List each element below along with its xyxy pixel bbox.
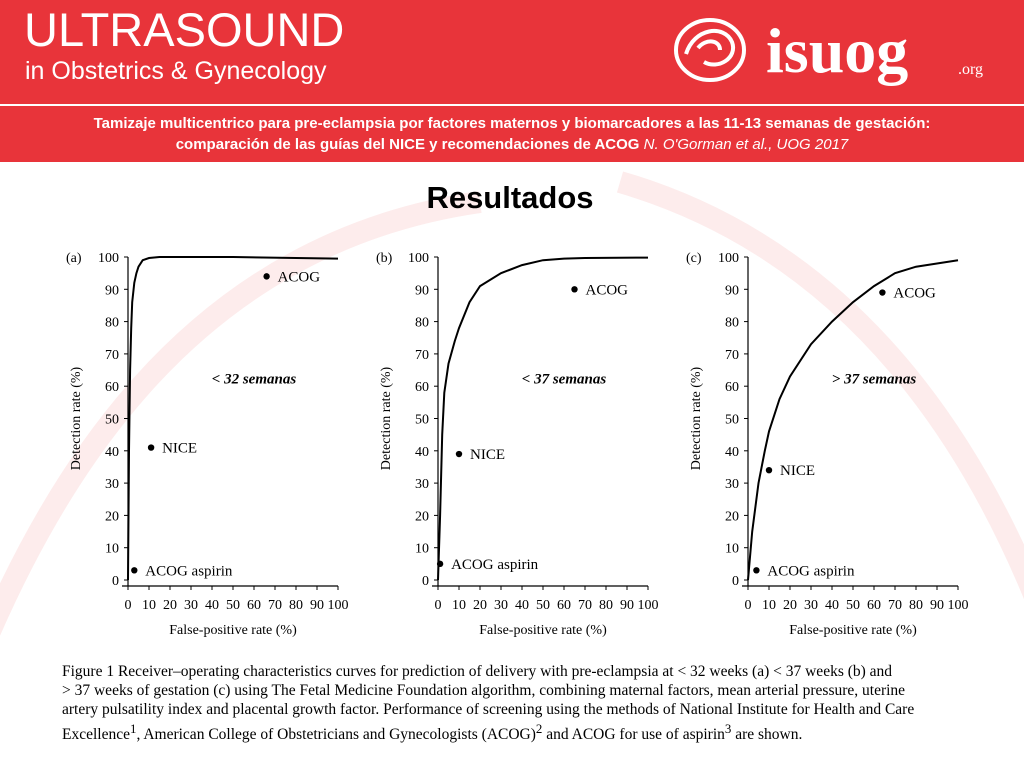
y-tick-label: 80	[105, 315, 119, 331]
panel-label: (b)	[376, 251, 393, 266]
y-tick-label: 10	[415, 541, 429, 557]
x-tick-label: 40	[205, 598, 219, 613]
x-tick-label: 30	[804, 598, 818, 613]
x-tick-label: 100	[327, 598, 349, 613]
journal-header	[0, 0, 1024, 104]
panel-label: (a)	[66, 251, 82, 266]
y-tick-label: 20	[725, 509, 739, 525]
y-tick-label: 50	[725, 412, 739, 428]
x-tick-label: 20	[783, 598, 797, 613]
y-tick-label: 90	[725, 283, 739, 299]
y-tick-label: 90	[105, 283, 119, 299]
y-tick-label: 60	[725, 380, 739, 396]
x-tick-label: 60	[867, 598, 881, 613]
caption-sup-2: 2	[535, 721, 543, 736]
x-tick-label: 50	[536, 598, 550, 613]
y-tick-label: 40	[725, 444, 739, 460]
data-point-acog	[571, 286, 577, 292]
x-tick-label: 50	[226, 598, 240, 613]
x-tick-label: 30	[494, 598, 508, 613]
y-tick-label: 50	[105, 412, 119, 428]
x-tick-label: 40	[825, 598, 839, 613]
data-point-acog	[263, 273, 269, 279]
y-tick-label: 60	[105, 380, 119, 396]
x-tick-label: 60	[247, 598, 261, 613]
caption-line-4c: and ACOG for use of aspirin	[542, 726, 725, 744]
banner-line-1: Tamizaje multicentrico para pre-eclampsia por factores maternos y biomarcadores a las 11-13 semanas de gestación:	[93, 115, 931, 132]
journal-title: ULTRASOUND	[24, 3, 345, 56]
gestation-annotation: > 37 semanas	[831, 371, 917, 388]
y-axis-label: Detection rate (%)	[379, 366, 394, 471]
journal-subtitle: in Obstetrics & Gynecology	[25, 57, 327, 85]
y-tick-label: 30	[415, 477, 429, 493]
x-tick-label: 70	[268, 598, 282, 613]
roc-charts	[40, 235, 990, 655]
y-tick-label: 50	[415, 412, 429, 428]
y-axis-label: Detection rate (%)	[689, 366, 704, 471]
y-tick-label: 0	[112, 574, 119, 589]
banner-line-2-text: comparación de las guías del NICE y recomendaciones de ACOG	[175, 136, 640, 153]
caption-line-4d: are shown.	[731, 726, 803, 744]
data-point-label: NICE	[470, 447, 505, 464]
caption-line-3: artery pulsatility index and placental growth factor. Performance of screening using the methods of National Institute for Health and Care	[62, 701, 915, 718]
data-point-label: NICE	[162, 440, 198, 457]
y-tick-label: 40	[105, 444, 119, 460]
x-tick-label: 40	[515, 598, 529, 613]
caption-line-4	[62, 719, 982, 744]
banner-line-2	[0, 134, 1024, 155]
y-tick-label: 90	[415, 283, 429, 299]
caption-line-4b: , American College of Obstetricians and Gynecologists (ACOG)	[136, 726, 536, 744]
y-tick-label: 100	[718, 251, 739, 266]
study-title-banner	[0, 104, 1024, 162]
y-tick-label: 10	[725, 541, 739, 557]
x-tick-label: 100	[637, 598, 659, 613]
y-tick-label: 70	[725, 347, 739, 363]
logo-suffix: .org	[958, 61, 984, 78]
x-axis-label: False-positive rate (%)	[479, 623, 607, 638]
y-tick-label: 60	[415, 380, 429, 396]
caption-line-2: > 37 weeks of gestation (c) using The Fetal Medicine Foundation algorithm, combining maternal factors, mean arterial pressure, uterine	[62, 682, 906, 699]
data-point-label: ACOG aspirin	[145, 563, 233, 580]
isuog-logo	[672, 8, 1002, 98]
y-tick-label: 0	[422, 574, 429, 589]
y-tick-label: 100	[408, 251, 429, 266]
x-tick-label: 60	[557, 598, 571, 613]
data-point-label: ACOG aspirin	[767, 563, 855, 580]
y-tick-label: 30	[105, 477, 119, 493]
data-point-label: ACOG aspirin	[451, 556, 539, 573]
panel-label: (c)	[686, 251, 702, 266]
x-tick-label: 10	[142, 598, 156, 613]
figure-label: Figure 1	[62, 663, 115, 680]
results-title: Resultados	[426, 180, 594, 215]
data-point-nice	[456, 451, 462, 457]
isuog-emblem-icon	[676, 20, 744, 80]
y-tick-label: 100	[98, 251, 119, 266]
x-tick-label: 50	[846, 598, 860, 613]
y-tick-label: 20	[415, 509, 429, 525]
x-axis-label: False-positive rate (%)	[789, 623, 917, 638]
roc-curve	[748, 260, 958, 580]
figure-caption	[62, 662, 982, 744]
y-tick-label: 80	[415, 315, 429, 331]
data-point-label: NICE	[780, 463, 815, 480]
x-tick-label: 80	[289, 598, 303, 613]
data-point-acog-aspirin	[131, 567, 137, 573]
x-tick-label: 0	[434, 598, 442, 613]
x-tick-label: 0	[744, 598, 752, 613]
roc-panel-2	[376, 251, 659, 638]
data-point-nice	[148, 444, 154, 450]
roc-curve	[438, 258, 648, 580]
y-tick-label: 70	[415, 347, 429, 363]
data-point-label: ACOG	[893, 285, 936, 302]
y-tick-label: 30	[725, 477, 739, 493]
caption-line-4a: Excellence	[62, 726, 130, 744]
x-tick-label: 20	[473, 598, 487, 613]
x-tick-label: 10	[452, 598, 466, 613]
x-tick-label: 30	[184, 598, 198, 613]
data-point-label: ACOG	[585, 282, 629, 299]
x-tick-label: 90	[310, 598, 324, 613]
roc-panel-3	[686, 251, 969, 638]
x-tick-label: 90	[930, 598, 944, 613]
caption-sup-1: 1	[129, 721, 137, 736]
y-tick-label: 0	[732, 574, 739, 589]
data-point-acog-aspirin	[437, 561, 443, 567]
x-tick-label: 80	[599, 598, 613, 613]
x-axis-label: False-positive rate (%)	[169, 623, 297, 638]
logo-text: isuog	[766, 15, 909, 86]
x-tick-label: 100	[947, 598, 969, 613]
roc-curve	[128, 257, 338, 580]
x-tick-label: 70	[578, 598, 592, 613]
y-tick-label: 10	[105, 541, 119, 557]
roc-panel-1	[66, 251, 349, 638]
data-point-label: ACOG	[277, 269, 321, 286]
x-tick-label: 70	[888, 598, 902, 613]
y-tick-label: 80	[725, 315, 739, 331]
y-tick-label: 20	[105, 509, 119, 525]
y-tick-label: 40	[415, 444, 429, 460]
caption-line-1-text: Receiver–operating characteristics curves for prediction of delivery with pre-eclampsia at < 32 weeks (a) < 37 weeks (b) and	[117, 663, 893, 680]
gestation-annotation: < 32 semanas	[211, 371, 297, 388]
data-point-acog	[879, 289, 885, 295]
x-tick-label: 10	[762, 598, 776, 613]
data-point-nice	[766, 467, 772, 473]
caption-line-1	[62, 662, 982, 681]
x-tick-label: 90	[620, 598, 634, 613]
x-tick-label: 20	[163, 598, 177, 613]
x-tick-label: 80	[909, 598, 923, 613]
y-axis-label: Detection rate (%)	[69, 366, 84, 471]
caption-sup-3: 3	[724, 721, 732, 736]
x-tick-label: 0	[124, 598, 132, 613]
banner-authors: N. O'Gorman et al., UOG 2017	[643, 136, 849, 153]
data-point-acog-aspirin	[753, 567, 759, 573]
y-tick-label: 70	[105, 347, 119, 363]
gestation-annotation: < 37 semanas	[521, 371, 607, 388]
